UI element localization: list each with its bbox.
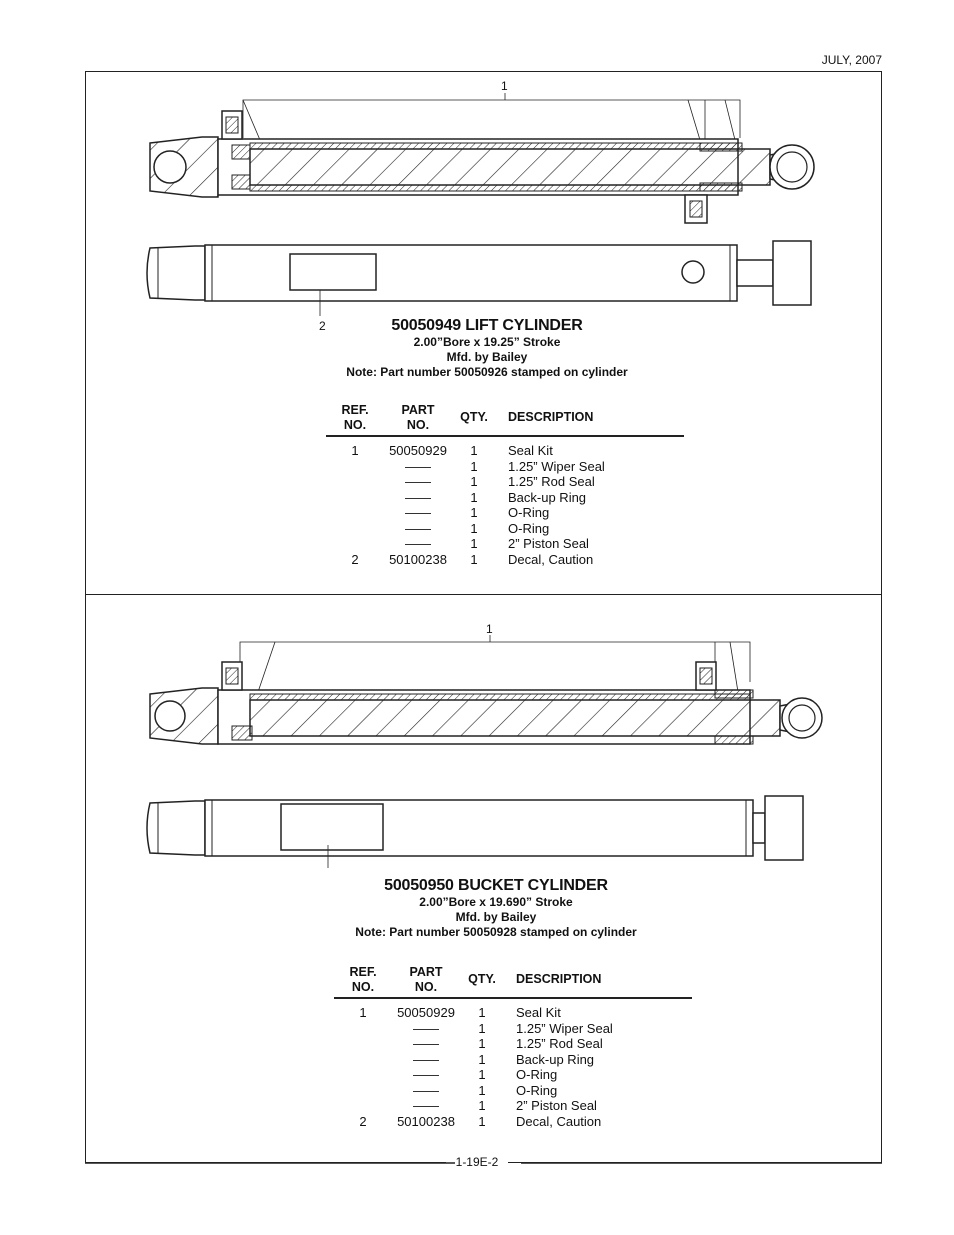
cell-ref	[326, 459, 384, 475]
lift-manufacturer: Mfd. by Bailey	[446, 350, 528, 364]
cell-description: 1.25” Rod Seal	[508, 474, 595, 489]
cell-part: ——	[413, 1098, 439, 1113]
cell-part: ——	[405, 520, 431, 536]
col-part-label: PART NO.	[409, 964, 443, 994]
lift-spec: 2.00”Bore x 19.25” Stroke	[413, 335, 561, 349]
cell-part: ——	[413, 1051, 439, 1067]
table-row	[326, 474, 684, 490]
cell-ref: 1	[351, 443, 359, 458]
bucket-parts-table	[334, 962, 692, 1129]
cell-qty: 1	[470, 536, 478, 551]
cell-qty: 1	[470, 474, 478, 489]
cell-qty: 1	[478, 1113, 486, 1129]
col-part-label: PART NO.	[401, 402, 435, 432]
cell-ref	[334, 1083, 392, 1099]
col-ref	[334, 962, 392, 998]
bucket-note: Note: Part number 50050928 stamped on cylinder	[355, 925, 637, 939]
cell-part: ——	[413, 1067, 439, 1082]
cell-description: O-Ring	[516, 1082, 558, 1098]
cell-description: 2” Piston Seal	[516, 1098, 597, 1113]
cell-qty: 1	[470, 458, 478, 474]
cell-part: ——	[413, 1082, 439, 1098]
cell-qty: 1	[470, 489, 478, 505]
cell-part: ——	[405, 458, 431, 474]
cell-part: 50050929	[397, 1005, 455, 1020]
cell-ref	[326, 505, 384, 521]
cell-ref	[334, 1067, 392, 1083]
col-qty-label: QTY.	[468, 972, 496, 986]
lift-parts-table	[326, 400, 684, 567]
page-number: 1-19E-2	[446, 1155, 509, 1169]
table-row	[334, 1052, 692, 1068]
cell-ref: 1	[359, 1005, 367, 1020]
page-date: JULY, 2007	[821, 53, 882, 67]
cell-qty: 1	[478, 1051, 486, 1067]
lift-title: 50050949 LIFT CYLINDER	[391, 317, 583, 334]
col-ref	[326, 400, 384, 436]
table-row	[326, 436, 684, 459]
cell-part: ——	[405, 536, 431, 551]
table-row	[334, 998, 692, 1021]
cell-part: ——	[405, 489, 431, 505]
bucket-manufacturer: Mfd. by Bailey	[455, 910, 537, 924]
cell-qty: 1	[478, 1020, 486, 1036]
col-qty-label: QTY.	[460, 410, 488, 424]
cell-qty: 1	[478, 1036, 486, 1051]
lift-note: Note: Part number 50050926 stamped on cylinder	[346, 365, 628, 379]
cell-ref	[326, 490, 384, 506]
table-row	[334, 1083, 692, 1099]
cell-part: ——	[405, 474, 431, 489]
cell-ref: 2	[359, 1113, 367, 1129]
cell-description: Back-up Ring	[508, 489, 587, 505]
col-part	[392, 962, 460, 998]
cell-qty: 1	[478, 1005, 486, 1020]
cell-description: Back-up Ring	[516, 1051, 595, 1067]
footer-rule	[85, 1162, 882, 1164]
cell-description: 2” Piston Seal	[508, 536, 589, 551]
cell-ref	[326, 521, 384, 537]
col-description-label: DESCRIPTION	[516, 972, 602, 986]
lift-cylinder-exterior-drawing	[140, 238, 830, 318]
col-description	[496, 400, 684, 436]
cell-description: Decal, Caution	[508, 551, 594, 567]
cell-qty: 1	[470, 520, 478, 536]
table-row	[334, 1098, 692, 1114]
cell-description: Seal Kit	[516, 1005, 561, 1020]
bucket-cylinder-exterior-drawing	[140, 795, 840, 870]
bucket-title: 50050950 BUCKET CYLINDER	[384, 877, 608, 894]
cell-part: ——	[413, 1020, 439, 1036]
table-row	[334, 1021, 692, 1037]
cell-ref	[334, 1098, 392, 1114]
bucket-callout-1: 1	[486, 622, 493, 636]
table-row	[326, 552, 684, 568]
cell-ref	[326, 536, 384, 552]
cell-ref	[334, 1052, 392, 1068]
cell-part: 50050929	[389, 443, 447, 458]
table-row	[334, 1036, 692, 1052]
cell-part: 50100238	[389, 551, 447, 567]
lift-caption	[237, 317, 737, 380]
cell-qty: 1	[470, 505, 478, 520]
cell-part: 50100238	[397, 1113, 455, 1129]
table-row	[326, 521, 684, 537]
lift-callout-1: 1	[501, 79, 508, 93]
cell-ref	[334, 1021, 392, 1037]
table-row	[334, 1067, 692, 1083]
cell-description: 1.25” Rod Seal	[516, 1036, 603, 1051]
col-ref-label: REF. NO.	[349, 964, 377, 994]
cell-part: ——	[405, 505, 431, 520]
col-qty	[452, 400, 496, 436]
cell-description: O-Ring	[508, 520, 550, 536]
cell-description: Decal, Caution	[516, 1113, 602, 1129]
cell-qty: 1	[470, 551, 478, 567]
col-part	[384, 400, 452, 436]
col-description-label: DESCRIPTION	[508, 410, 594, 424]
table-row	[326, 459, 684, 475]
table-row	[334, 1114, 692, 1130]
cell-qty: 1	[478, 1082, 486, 1098]
table-row	[326, 490, 684, 506]
section-divider	[85, 594, 882, 595]
cell-description: O-Ring	[516, 1067, 558, 1082]
col-description	[504, 962, 692, 998]
cell-description: 1.25” Wiper Seal	[516, 1020, 613, 1036]
cell-qty: 1	[470, 443, 478, 458]
col-ref-label: REF. NO.	[341, 402, 369, 432]
bucket-spec: 2.00”Bore x 19.690” Stroke	[419, 895, 573, 909]
cell-ref	[326, 474, 384, 490]
lift-callout-2: 2	[319, 319, 326, 333]
cell-ref	[334, 1036, 392, 1052]
table-row	[326, 536, 684, 552]
bucket-cylinder-section-drawing	[140, 632, 840, 752]
table-row	[326, 505, 684, 521]
col-qty	[460, 962, 504, 998]
cell-description: 1.25” Wiper Seal	[508, 458, 605, 474]
cell-qty: 1	[478, 1067, 486, 1082]
cell-part: ——	[413, 1036, 439, 1051]
bucket-caption	[246, 877, 746, 940]
cell-description: Seal Kit	[508, 443, 553, 458]
cell-qty: 1	[478, 1098, 486, 1113]
cell-ref: 2	[351, 551, 359, 567]
cell-description: O-Ring	[508, 505, 550, 520]
lift-cylinder-section-drawing	[140, 75, 830, 235]
